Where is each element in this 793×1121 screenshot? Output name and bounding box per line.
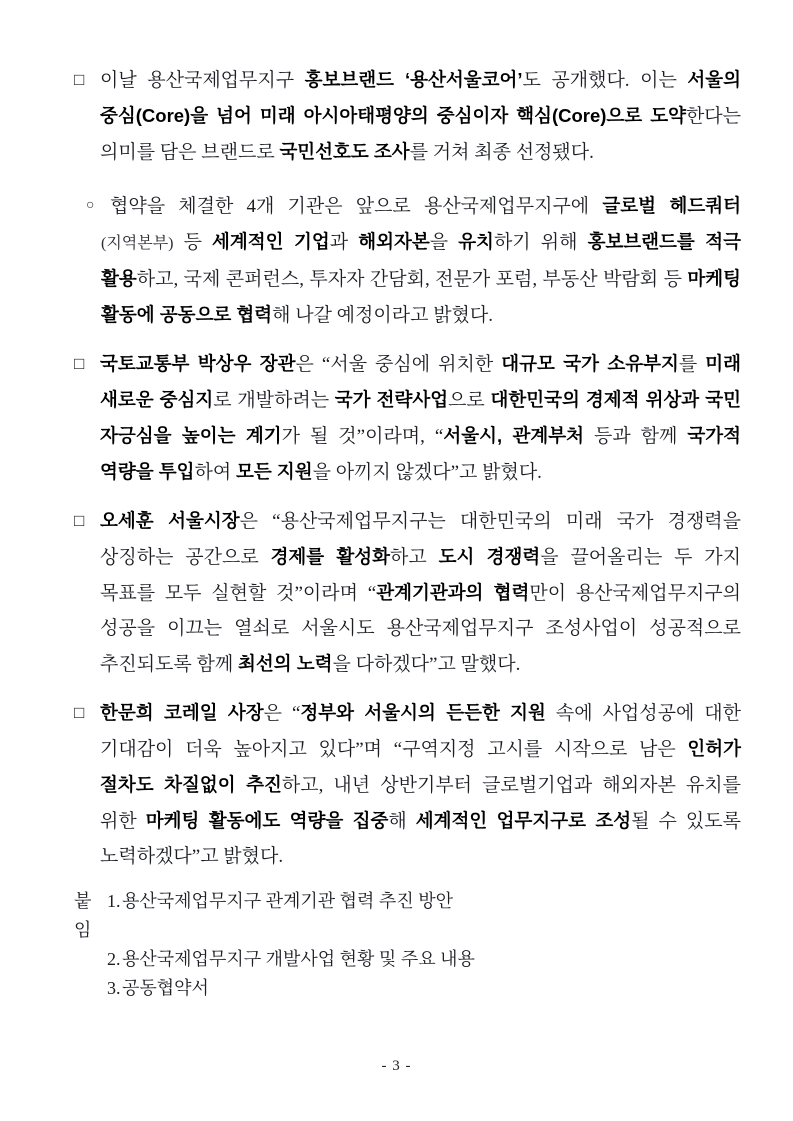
paragraph-text: 국토교통부 박상우 장관은 “서울 중심에 위치한 대규모 국가 소유부지를 미래 새로운 중심지로 개발하려는 국가 전략사업으로 대한민국의 경제적 위상과 국민 자긍심을 높이는 계기가 될 것”이라며, “서울시, 관계부처 등과 함께 국가적 역량을 투입하여 모든 지원을 아끼지 않겠다”고 밝혔다. (100, 353, 741, 483)
attachment-number: 3. (107, 978, 121, 998)
attachment-item (74, 945, 741, 974)
paragraph (74, 62, 741, 170)
square-bullet: □ (74, 511, 85, 530)
attachment-item (74, 974, 741, 1003)
circle-bullet: ○ (86, 198, 95, 213)
attachment-text: 용산국제업무지구 개발사업 현황 및 주요 내용 (122, 949, 475, 969)
paragraph-text: 협약을 체결한 4개 기관은 앞으로 용산국제업무지구에 글로벌 헤드쿼터 (지역본부) 등 세계적인 기업과 해외자본을 유치하기 위해 홍보브랜드를 적극 활용하고, 국제 콘퍼런스, 투자자 간담회, 전문가 포럼, 부동산 박람회 등 마케팅 활동에 공동으로 협력해 나갈 예정이라고 밝혔다. (101, 195, 742, 326)
paragraph-text: 한문희 코레일 사장은 “정부와 서울시의 든든한 지원 속에 사업성공에 대한 기대감이 더욱 높아지고 있다”며 “구역지정 고시를 시작으로 남은 인허가 절차도 차질없이 추진하고, 내년 상반기부터 글로벌기업과 해외자본 유치를 위한 마케팅 활동에도 역량을 집중해 세계적인 업무지구로 조성될 수 있도록 노력하겠다”고 밝혔다. (100, 702, 742, 867)
paragraph-text: 이날 용산국제업무지구 홍보브랜드 ‘용산서울코어’도 공개했다. 이는 서울의 중심(Core)을 넘어 미래 아시아태평양의 중심이자 핵심(Core)으로 도약한다는 의미를 담은 브랜드로 국민선호도 조사를 거쳐 최종 선정됐다. (100, 69, 741, 163)
paragraph (86, 188, 741, 333)
paragraph (74, 346, 741, 490)
paragraph (74, 503, 741, 682)
attachments-label: 붙임 (74, 891, 92, 940)
attachments-label-spacer (74, 974, 107, 1003)
attachment-number: 1. (107, 891, 121, 911)
square-bullet: □ (74, 354, 85, 373)
attachments-list (74, 887, 741, 1003)
paragraph-text: 오세훈 서울시장은 “용산국제업무지구는 대한민국의 미래 국가 경쟁력을 상징하는 공간으로 경제를 활성화하고 도시 경쟁력을 끌어올리는 두 가지 목표를 모두 실현할 것”이라며 “관계기관과의 협력만이 용산국제업무지구의 성공을 이끄는 열쇠로 서울시도 용산국제업무지구 조성사업이 성공적으로 추진되도록 함께 최선의 노력을 다하겠다”고 말했다. (100, 510, 742, 675)
attachment-text: 공동협약서 (122, 978, 209, 998)
square-bullet: □ (74, 70, 85, 89)
attachment-text: 용산국제업무지구 관계기관 협력 추진 방안 (122, 891, 453, 911)
page-number: - 3 - (381, 1058, 412, 1074)
attachment-number: 2. (107, 949, 121, 969)
attachments-label-spacer (74, 945, 107, 974)
square-bullet: □ (74, 703, 85, 722)
document-page (74, 62, 741, 1003)
paragraph (74, 695, 741, 874)
attachment-item (74, 887, 741, 945)
